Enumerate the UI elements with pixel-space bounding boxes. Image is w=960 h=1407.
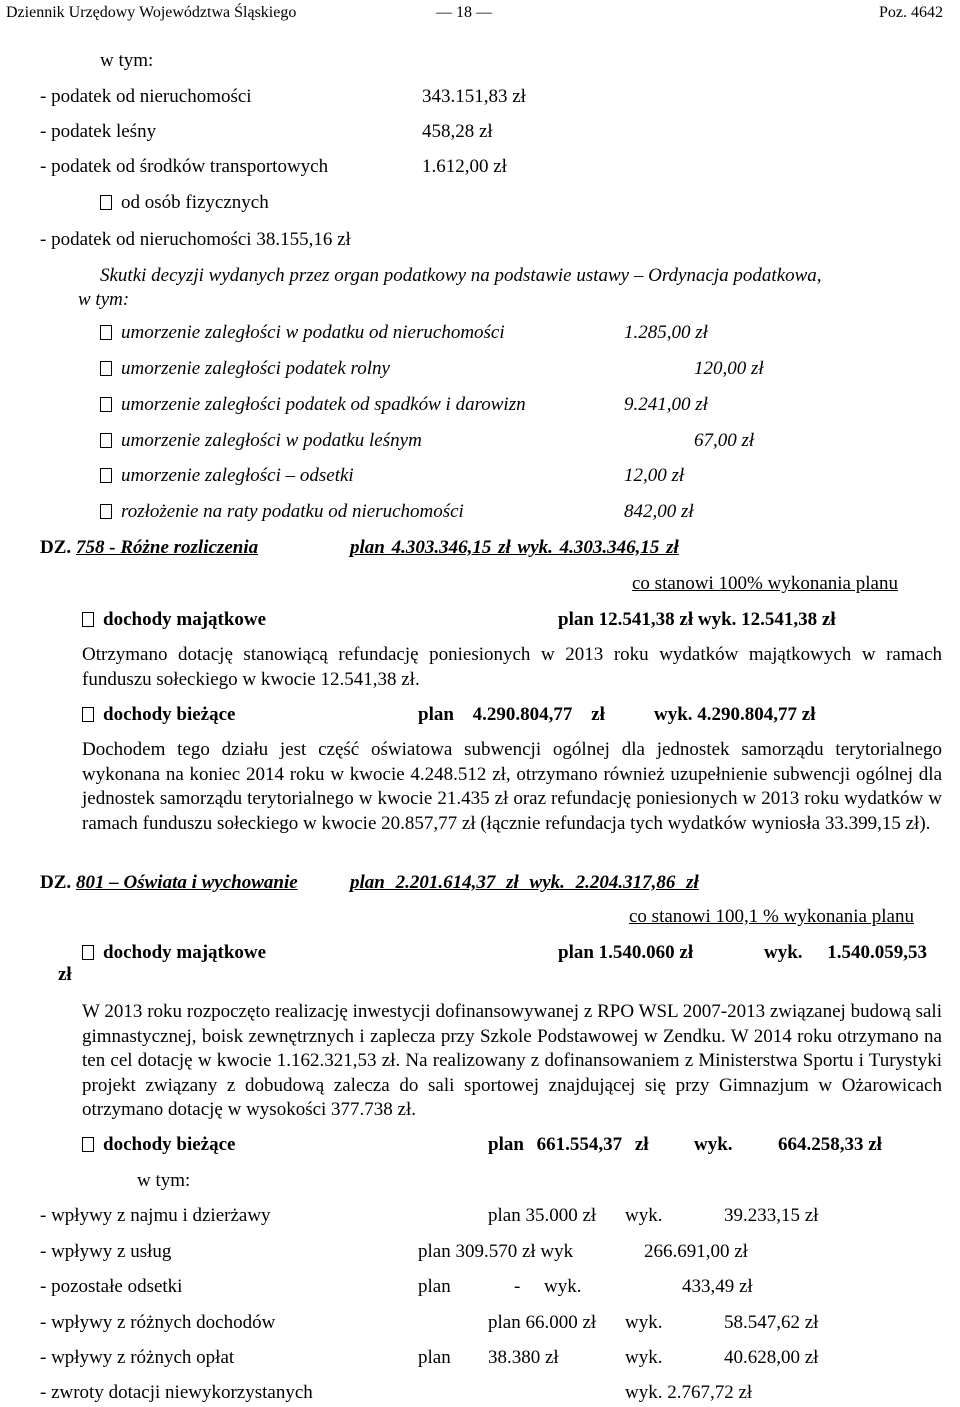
row-value: 58.547,62 zł (724, 1312, 819, 1333)
row-label: - podatek leśny (40, 121, 157, 142)
item-value: 1.285,00 zł (624, 322, 708, 343)
skutki-item (100, 465, 354, 487)
row-label: - wpływy z usług (40, 1241, 172, 1262)
majatkowe-value: plan 12.541,38 zł wyk. 12.541,38 zł (558, 609, 836, 630)
page-number: — 18 — (436, 4, 492, 21)
row-value: 266.691,00 zł (644, 1241, 748, 1262)
majatkowe-wyk: wyk. 1.540.059,53 (764, 942, 928, 963)
biezace-wyk: wyk. (694, 1134, 733, 1155)
item-value: 842,00 zł (624, 501, 694, 522)
biezace-value: 664.258,33 zł (778, 1134, 882, 1155)
paragraph: Otrzymano dotację stanowiącą refundację poniesionych w 2013 roku wydatków majątkowych w ramach funduszu sołeckiego w kwocie 12.541,38 zł. (82, 644, 942, 690)
skutki-item (100, 394, 526, 416)
checkbox-glyph-icon (82, 945, 94, 960)
journal-title: Dziennik Urzędowy Województwa Śląskiego (6, 4, 297, 21)
section-wykonanie: co stanowi 100,1 % wykonania planu (629, 906, 914, 927)
paragraph: W 2013 roku rozpoczęto realizację inwestycji dofinansowywanej z RPO WSL 2007-2013 związanej budową sali gimnastycznej, boisk zewnętrznych i zaplecza przy Szkole Podstawowej w Zendku. W 2014 roku otrzymano na ten cel dotację w kwocie 1.162.321,53 zł. Na realizowany z dofinansowaniem z Ministerstwa Sportu i Turystyki projekt związany z dobudową zalecza do sali sportowej znajdującej się przy Gimnazjum w Ożarowicach otrzymano dotację w wysokości 377.738 zł. (82, 1001, 942, 1120)
item-label: umorzenie zaległości podatek od spadków i darowizn (121, 394, 526, 415)
row-plan: plan 66.000 zł (488, 1312, 597, 1333)
majatkowe-item (82, 609, 266, 631)
checkbox-glyph-icon (100, 468, 112, 483)
row-label: - wpływy z najmu i dzierżawy (40, 1205, 271, 1226)
row-wyk: wyk. (544, 1276, 582, 1297)
row-plan: plan 35.000 zł (488, 1205, 597, 1226)
item-value: 12,00 zł (624, 465, 685, 486)
biezace-plan: plan 4.290.804,77 zł (418, 704, 605, 725)
skutki-item (100, 358, 390, 380)
checkbox-glyph-icon (82, 612, 94, 627)
section-prefix: DZ. (40, 872, 72, 893)
position-number: Poz. 4642 (879, 4, 943, 21)
biezace-item (82, 704, 235, 726)
row-label: - zwroty dotacji niewykorzystanych (40, 1382, 313, 1403)
row-label: - podatek od środków transportowych (40, 156, 329, 177)
section-wykonanie: co stanowi 100% wykonania planu (632, 573, 898, 594)
row-label: - podatek od nieruchomości 38.155,16 zł (40, 229, 351, 250)
row-value: 1.612,00 zł (422, 156, 507, 177)
w-tym-label: w tym: (137, 1170, 191, 1191)
row-dash: - (514, 1276, 521, 1297)
biezace-item (82, 1134, 235, 1156)
checkbox-glyph-icon (82, 707, 94, 722)
section-title: 758 - Różne rozliczenia (76, 537, 259, 558)
skutki-item (100, 430, 422, 452)
item-value: 67,00 zł (694, 430, 755, 451)
item-value: 120,00 zł (694, 358, 764, 379)
skutki-item (100, 501, 464, 523)
item-label: umorzenie zaległości – odsetki (121, 465, 354, 486)
item-label: dochody majątkowe (103, 609, 267, 630)
row-value: 433,49 zł (682, 1276, 753, 1297)
w-tym-label: w tym: (100, 50, 154, 71)
skutki-w-tym: w tym: (78, 289, 130, 310)
item-label: dochody bieżące (103, 1134, 236, 1155)
paragraph: Dochodem tego działu jest część oświatowa subwencji ogólnej dla jednostek samorządu terytorialnego wykonana na koniec 2014 roku w kwocie 4.248.512 zł, otrzymano również uzupełnienie subwencji ogólnej dla jednostek samorządu terytorialnego w kwocie 21.435 zł oraz refundację poniesionych w 2013 roku wydatków w ramach funduszu sołeckiego w kwocie 20.857,77 zł (łącznie refundacja tych wydatków wyniosła 33.399,15 zł). (82, 739, 942, 834)
checkbox-glyph-icon (82, 1137, 94, 1152)
majatkowe-cont: zł (58, 964, 72, 985)
item-label: umorzenie zaległości w podatku od nieruchomości (121, 322, 505, 343)
majatkowe-item (82, 942, 266, 964)
row-label: - pozostałe odsetki (40, 1276, 183, 1297)
section-plan: plan 4.303.346,15 zł wyk. 4.303.346,15 zł (350, 537, 679, 558)
majatkowe-plan: plan 1.540.060 zł (558, 942, 694, 963)
item-label: umorzenie zaległości podatek rolny (121, 358, 390, 379)
checkbox-glyph-icon (100, 361, 112, 376)
row-value: 39.233,15 zł (724, 1205, 819, 1226)
biezace-wyk: wyk. 4.290.804,77 zł (654, 704, 816, 725)
row-wyk: wyk. 2.767,72 zł (625, 1382, 753, 1403)
row-value: 343.151,83 zł (422, 86, 526, 107)
row-plan: plan (418, 1276, 451, 1297)
row-wyk: wyk. (625, 1347, 663, 1368)
biezace-plan: plan 661.554,37 zł (488, 1134, 649, 1155)
skutki-heading: Skutki decyzji wydanych przez organ podatkowy na podstawie ustawy – Ordynacja podatkowa, (100, 265, 822, 286)
skutki-item (100, 322, 505, 344)
item-label: rozłożenie na raty podatku od nieruchomości (121, 501, 464, 522)
bullet-item (100, 192, 269, 214)
item-label: dochody bieżące (103, 704, 236, 725)
checkbox-glyph-icon (100, 397, 112, 412)
item-label: dochody majątkowe (103, 942, 267, 963)
checkbox-glyph-icon (100, 433, 112, 448)
row-label: - wpływy z różnych dochodów (40, 1312, 276, 1333)
row-plan: plan 309.570 zł wyk (418, 1241, 574, 1262)
row-plan: plan (418, 1347, 451, 1368)
section-title: 801 – Oświata i wychowanie (76, 872, 298, 893)
item-value: 9.241,00 zł (624, 394, 708, 415)
row-wyk: wyk. (625, 1312, 663, 1333)
checkbox-glyph-icon (100, 325, 112, 340)
row-plan-value: 38.380 zł (488, 1347, 559, 1368)
item-label: umorzenie zaległości w podatku leśnym (121, 430, 422, 451)
section-prefix: DZ. (40, 537, 72, 558)
row-wyk: wyk. (625, 1205, 663, 1226)
checkbox-glyph-icon (100, 195, 112, 210)
checkbox-glyph-icon (100, 504, 112, 519)
section-plan: plan 2.201.614,37 zł wyk. 2.204.317,86 zł (350, 872, 699, 893)
bullet-label: od osób fizycznych (121, 192, 269, 213)
row-label: - wpływy z różnych opłat (40, 1347, 235, 1368)
row-value: 40.628,00 zł (724, 1347, 819, 1368)
row-label: - podatek od nieruchomości (40, 86, 252, 107)
row-value: 458,28 zł (422, 121, 493, 142)
